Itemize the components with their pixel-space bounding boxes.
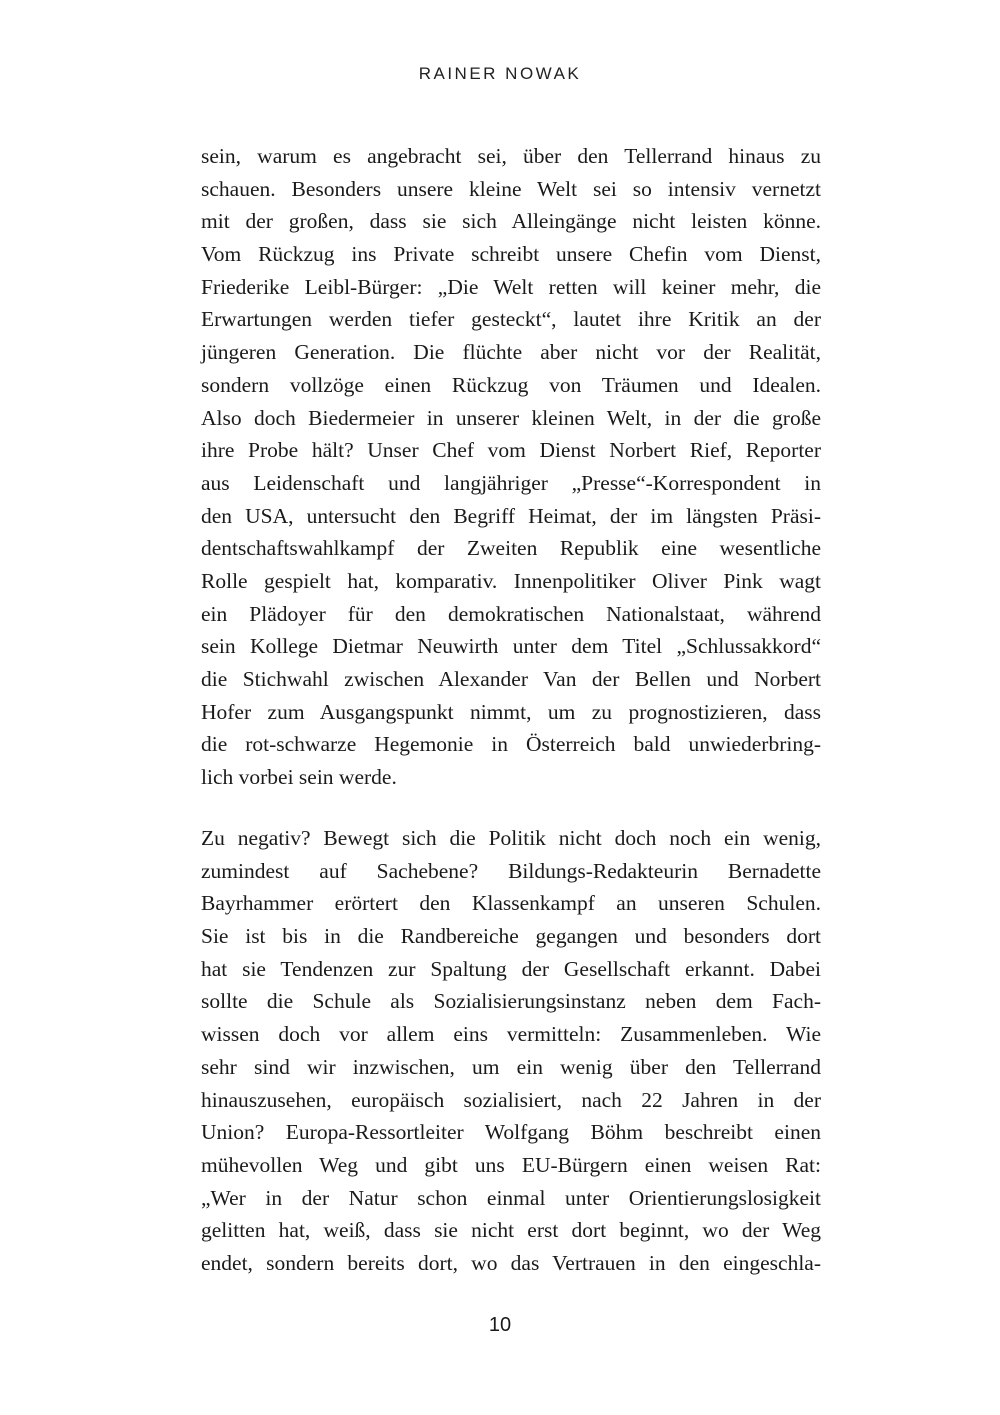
text-line: dentschaftswahlkampf der Zweiten Republik eine wesentliche <box>201 536 821 561</box>
text-line: ein Plädoyer für den demokratischen Nationalstaat, während <box>201 601 821 626</box>
text-line: ihre Probe hält? Unser Chef vom Dienst Norbert Rief, Reporter <box>201 438 821 463</box>
text-line: mit der großen, dass sie sich Alleingänge nicht leisten könne. <box>201 209 821 234</box>
text-line: endet, sondern bereits dort, wo das Vertrauen in den eingeschla- <box>201 1250 821 1275</box>
text-line: mühevollen Weg und gibt uns EU-Bürgern einen weisen Rat: <box>201 1152 821 1177</box>
text-line: Vom Rückzug ins Private schreibt unsere Chefin vom Dienst, <box>201 242 821 267</box>
text-line: lich vorbei sein werde. <box>201 765 397 790</box>
text-line: gelitten hat, weiß, dass sie nicht erst dort beginnt, wo der Weg <box>201 1218 821 1243</box>
text-line: jüngeren Generation. Die flüchte aber nicht vor der Realität, <box>201 340 821 365</box>
text-line: Union? Europa-Ressortleiter Wolfgang Böhm beschreibt einen <box>201 1120 821 1145</box>
text-line: Rolle gespielt hat, komparativ. Innenpolitiker Oliver Pink wagt <box>201 568 821 593</box>
text-line: sein Kollege Dietmar Neuwirth unter dem Titel „Schlussakkord“ <box>201 634 821 659</box>
text-line: zumindest auf Sachebene? Bildungs-Redakteurin Bernadette <box>201 858 821 883</box>
body-paragraph-1 <box>201 140 821 794</box>
text-line: „Wer in der Natur schon einmal unter Orientierungslosigkeit <box>201 1185 821 1210</box>
text-line: sollte die Schule als Sozialisierungsinstanz neben dem Fach- <box>201 989 821 1014</box>
text-line: die Stichwahl zwischen Alexander Van der Bellen und Norbert <box>201 667 821 691</box>
page-number: 10 <box>488 1314 512 1336</box>
text-line: hinauszusehen, europäisch sozialisiert, nach 22 Jahren in der <box>201 1087 821 1112</box>
text-line: wissen doch vor allem eins vermitteln: Zusammenleben. Wie <box>201 1022 821 1047</box>
text-line: hat sie Tendenzen zur Spaltung der Gesellschaft erkannt. Dabei <box>201 956 821 981</box>
running-head-author: RAINER NOWAK <box>418 64 582 83</box>
text-line: die rot-schwarze Hegemonie in Österreich bald unwiederbring- <box>201 732 821 757</box>
text-line: sondern vollzöge einen Rückzug von Träumen und Idealen. <box>201 372 821 397</box>
body-paragraph-2 <box>201 822 821 1280</box>
text-line: aus Leidenschaft und langjähriger „Presse“-Korrespondent in <box>201 470 821 495</box>
text-line: Sie ist bis in die Randbereiche gegangen und besonders dort <box>201 924 821 949</box>
text-line: sehr sind wir inzwischen, um ein wenig über den Tellerrand <box>201 1054 821 1079</box>
text-line: schauen. Besonders unsere kleine Welt sei so intensiv vernetzt <box>201 176 821 201</box>
text-line: Friederike Leibl-Bürger: „Die Welt retten will keiner mehr, die <box>201 274 821 299</box>
text-line: Bayrhammer erörtert den Klassenkampf an unseren Schulen. <box>201 891 821 916</box>
text-line: Hofer zum Ausgangspunkt nimmt, um zu prognostizieren, dass <box>201 699 821 724</box>
text-line: den USA, untersucht den Begriff Heimat, der im längsten Präsi- <box>201 503 821 528</box>
text-line: sein, warum es angebracht sei, über den Tellerrand hinaus zu <box>201 144 821 168</box>
text-line: Zu negativ? Bewegt sich die Politik nicht doch noch ein wenig, <box>201 826 821 850</box>
text-line: Erwartungen werden tiefer gesteckt“, lautet ihre Kritik an der <box>201 307 821 332</box>
text-line: Also doch Biedermeier in unserer kleinen Welt, in der die große <box>201 405 821 430</box>
